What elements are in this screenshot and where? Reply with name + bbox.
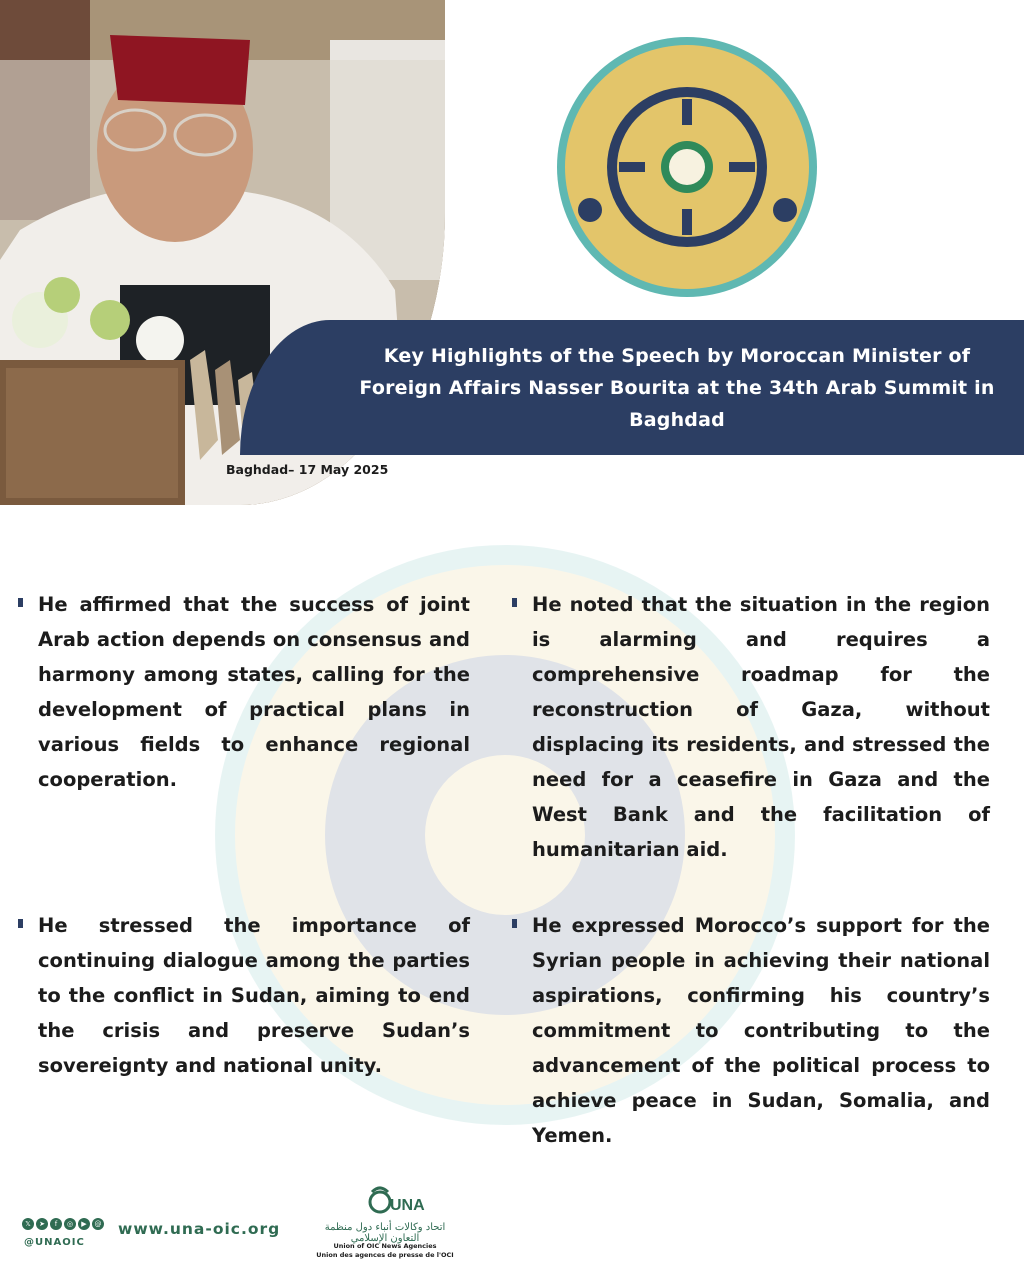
social-handle[interactable]: @UNAOIC [24, 1237, 85, 1248]
una-french-name: Union des agences de presse de l'OCI [316, 1251, 454, 1259]
una-logo-text: UNA [390, 1197, 425, 1214]
telegram-icon[interactable]: ➤ [36, 1218, 48, 1230]
una-english-name: Union of OIC News Agencies [333, 1242, 437, 1250]
bullet-text: He stressed the importance of continuing dialogue among the parties to the conflict in Sudan, aiming to end the crisis and preserve Sudan’s sovereignty and national unity. [38, 914, 470, 1077]
una-arabic-name: اتحاد وكالات أنباء دول منظمة التعاون الإسلامي [324, 1222, 446, 1244]
una-logo-mark [366, 1180, 426, 1218]
bullet-text: He noted that the situation in the region is alarming and requires a comprehensive roadmap for the reconstruction of Gaza, without displacing its residents, and stressed the need for a ceasefire in Gaza and the West Bank and the facilitation of humanitarian aid. [532, 593, 990, 861]
bullet-item [532, 587, 990, 867]
social-icons [22, 1218, 104, 1230]
bullet-marker [512, 919, 517, 928]
bullet-text: He affirmed that the success of joint Arab action depends on consensus and harmony among states, calling for the development of practical plans in various fields to enhance regional cooperation. [38, 593, 470, 791]
title-band [240, 320, 1024, 455]
una-logo [310, 1180, 460, 1270]
x-icon[interactable]: 𝕏 [22, 1218, 34, 1230]
dateline: Baghdad– 17 May 2025 [226, 462, 389, 477]
bullet-item [38, 587, 470, 797]
facebook-icon[interactable]: f [50, 1218, 62, 1230]
threads-icon[interactable]: @ [92, 1218, 104, 1230]
bullet-marker [18, 919, 23, 928]
website-link[interactable]: www.una-oic.org [118, 1220, 281, 1238]
page-title: Key Highlights of the Speech by Moroccan Minister of Foreign Affairs Nasser Bourita at the 34th Arab Summit in Baghdad [359, 344, 995, 431]
bullet-item [38, 908, 470, 1083]
instagram-icon[interactable]: ◎ [64, 1218, 76, 1230]
summit-emblem [555, 25, 820, 310]
bullet-marker [512, 598, 517, 607]
bullet-text: He expressed Morocco’s support for the Syrian people in achieving their national aspirations, confirming his country’s commitment to contributing to the advancement of the political process to achieve peace in Sudan, Somalia, and Yemen. [532, 914, 990, 1147]
youtube-icon[interactable]: ▶ [78, 1218, 90, 1230]
bullet-item [532, 908, 990, 1153]
bullet-marker [18, 598, 23, 607]
